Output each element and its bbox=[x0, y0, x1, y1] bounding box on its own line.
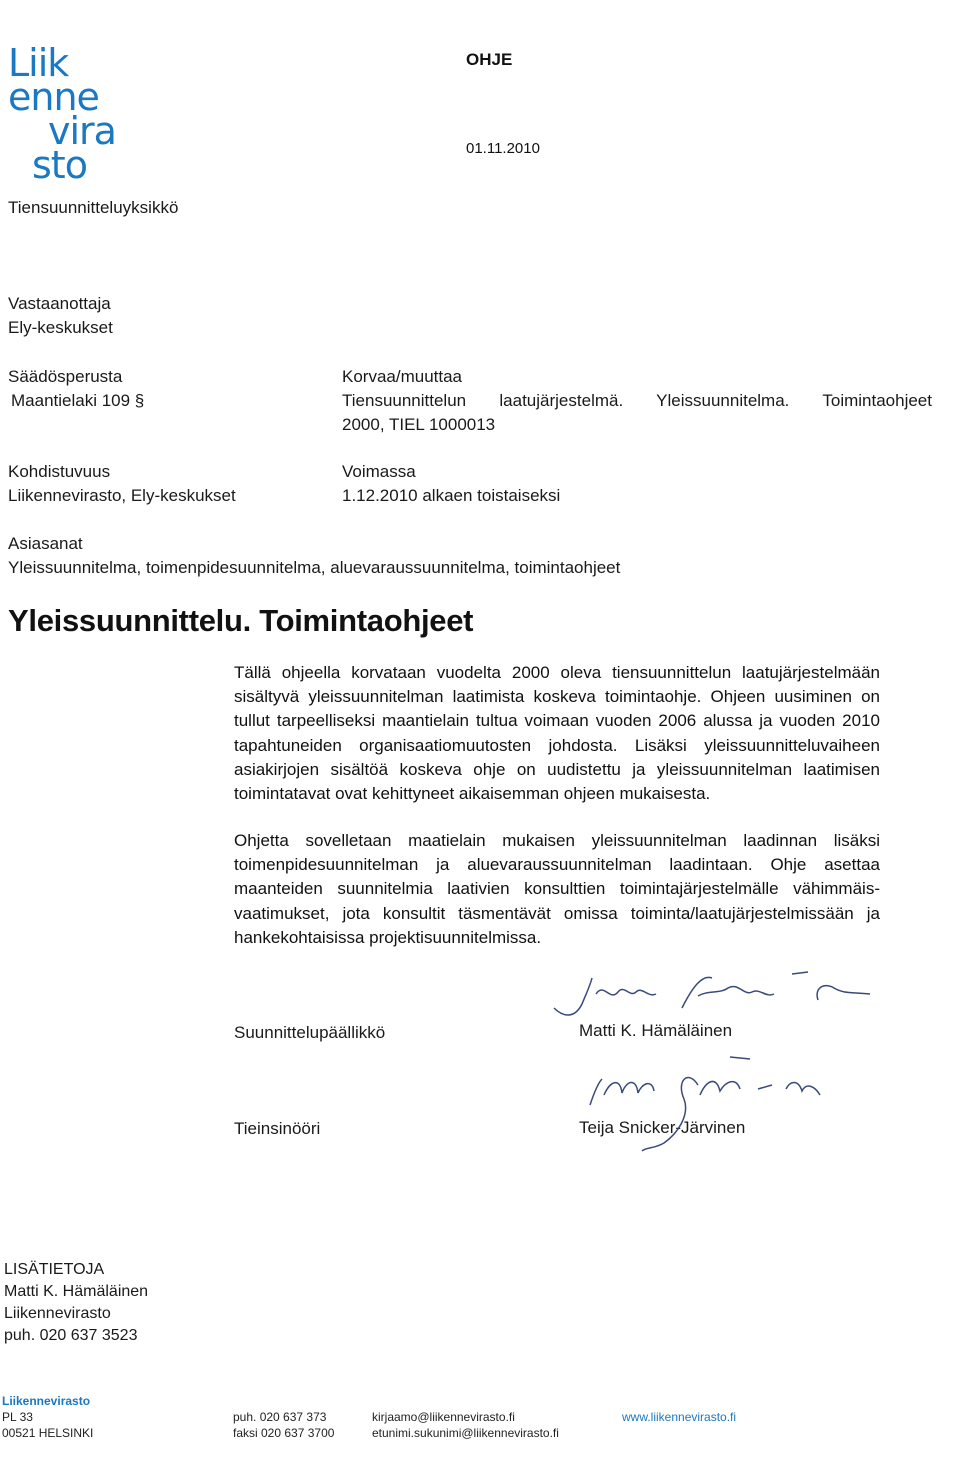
signer-role-2: Tieinsinööri bbox=[234, 1119, 321, 1138]
info-name: Matti K. Hämäläinen bbox=[4, 1283, 149, 1300]
statute-block bbox=[8, 365, 144, 413]
footer-city: 00521 HELSINKI bbox=[2, 1426, 94, 1440]
info-heading: LISÄTIETOJA bbox=[4, 1261, 105, 1278]
contact-info bbox=[4, 1259, 148, 1347]
recipient-value: Ely-keskukset bbox=[8, 318, 113, 337]
statute-value: Maantielaki 109 § bbox=[11, 391, 145, 410]
agency-logo bbox=[8, 41, 116, 187]
replaces-line2: 2000, TIEL 1000013 bbox=[342, 415, 496, 434]
document-date: 01.11.2010 bbox=[466, 140, 540, 157]
handwritten-signature-1 bbox=[552, 968, 872, 1028]
footer-emails bbox=[372, 1409, 559, 1441]
validity-value: 1.12.2010 alkaen toistaiseksi bbox=[342, 486, 561, 505]
validity-label: Voimassa bbox=[342, 462, 416, 481]
issuing-unit: Tiensuunnitteluyksikkö bbox=[8, 198, 179, 217]
document-type: OHJE bbox=[466, 50, 513, 69]
signer-role-1: Suunnittelupäällikkö bbox=[234, 1023, 386, 1042]
footer-phone: puh. 020 637 373 bbox=[233, 1410, 327, 1424]
footer-fax: faksi 020 637 3700 bbox=[233, 1426, 335, 1440]
logo-line: enne bbox=[8, 75, 99, 119]
logo-line: sto bbox=[32, 143, 87, 187]
footer-email-registry[interactable]: kirjaamo@liikennevirasto.fi bbox=[372, 1410, 515, 1424]
scope-value: Liikennevirasto, Ely-keskukset bbox=[8, 486, 236, 505]
footer-phones bbox=[233, 1409, 334, 1441]
footer-email-personal[interactable]: etunimi.sukunimi@liikennevirasto.fi bbox=[372, 1426, 559, 1440]
signer-name-2: Teija Snicker-Järvinen bbox=[579, 1118, 746, 1137]
body-paragraph-2: Ohjetta sovelletaan maatielain mukaisen yleissuunnitelman laadinnan lisäksi toimenpidesuunnitelman ja aluevaraussuunnitelman laadintaan. Ohje asettaa maanteiden suunnitelmia laativien konsulttien toimintajärjestelmälle vähimmäisvaatimukset, jota konsultit täsmentävät omissa toiminta/laatujärjestelmissään ja hankekohtaisissa projektisuunnitelmissa. bbox=[234, 831, 880, 947]
body-paragraph-1: Tällä ohjeella korvataan vuodelta 2000 oleva tiensuunnittelun laatujärjestelmään sisältyvä yleissuunnitelman laatimista koskeva toimintaohje. Ohjeen uusiminen on tullut tarpeelliseksi maantielain tultua voimaan vuoden 2006 alussa ja vuoden 2010 tapahtuneiden organisaatiomuutosten johdosta. Lisäksi yleissuunnitteluvaiheen asiakirjojen sisältöä koskeva ohje on uudistettu ja yleissuunnitelman laatimisen toimintatavat ovat kehittyneet aikaisemman ohjeen mukaisesta. bbox=[234, 663, 880, 804]
info-phone: puh. 020 637 3523 bbox=[4, 1327, 138, 1344]
replaces-block bbox=[342, 365, 932, 437]
footer-website-link[interactable]: www.liikennevirasto.fi bbox=[622, 1410, 737, 1424]
footer-address bbox=[2, 1393, 93, 1441]
footer-po-box: PL 33 bbox=[2, 1410, 33, 1424]
info-org: Liikennevirasto bbox=[4, 1305, 111, 1322]
recipient-block bbox=[8, 292, 113, 340]
statute-label: Säädösperusta bbox=[8, 367, 123, 386]
scope-block bbox=[8, 460, 236, 508]
document-title: Yleissuunnittelu. Toimintaohjeet bbox=[8, 603, 474, 638]
recipient-label: Vastaanottaja bbox=[8, 294, 111, 313]
handwritten-signature-2 bbox=[580, 1055, 830, 1155]
scope-label: Kohdistuvuus bbox=[8, 462, 111, 481]
keywords-block bbox=[8, 532, 620, 580]
logo-line: Liik bbox=[8, 41, 69, 85]
replaces-line1: Tiensuunnittelun laatujärjestelmä. Yleissuunnitelma. Toimintaohjeet bbox=[342, 391, 932, 410]
footer-brand: Liikennevirasto bbox=[2, 1394, 91, 1408]
replaces-label: Korvaa/muuttaa bbox=[342, 367, 463, 386]
keywords-label: Asiasanat bbox=[8, 534, 83, 553]
signer-name-1: Matti K. Hämäläinen bbox=[579, 1021, 733, 1040]
keywords-value: Yleissuunnitelma, toimenpidesuunnitelma, aluevaraussuunnitelma, toimintaohjeet bbox=[8, 558, 621, 577]
validity-block bbox=[342, 460, 560, 508]
logo-line: vira bbox=[48, 109, 116, 153]
